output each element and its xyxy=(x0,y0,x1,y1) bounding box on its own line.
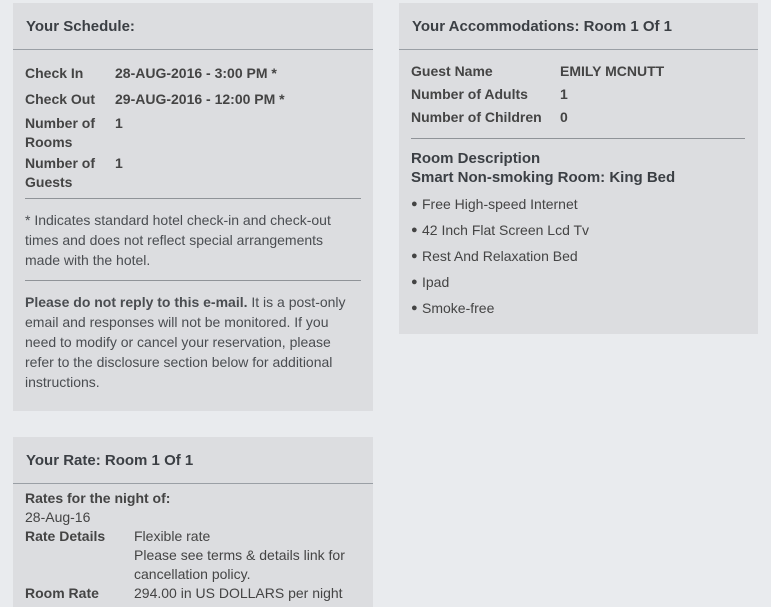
adults-value: 1 xyxy=(560,86,568,102)
children-value: 0 xyxy=(560,109,568,125)
room-rate-value: 294.00 in US DOLLARS per night xyxy=(134,585,343,601)
reply-notice-text: It is a post-only email and responses will not be monitored. If you need to modify or cancel your reservation, please refer to the disclosure section below for additional instructions. xyxy=(25,294,346,390)
children-row xyxy=(411,109,664,132)
adults-row xyxy=(411,86,664,109)
check-out-row xyxy=(25,90,285,114)
list-item: ● Ipad xyxy=(411,274,450,290)
schedule-title: Your Schedule: xyxy=(13,3,373,50)
accommodations-table xyxy=(411,63,664,132)
rate-details-row xyxy=(25,527,361,584)
rate-details-label: Rate Details xyxy=(25,528,106,544)
room-type: Smart Non-smoking Room: King Bed xyxy=(411,169,676,186)
bullet-icon: ● xyxy=(411,302,418,314)
checkin-note: * Indicates standard hotel check-in and check-out times and does not reflect special arrangements made with the hotel. xyxy=(25,212,331,268)
list-item: ● Rest And Relaxation Bed xyxy=(411,248,578,264)
accommodations-title: Your Accommodations: Room 1 Of 1 xyxy=(399,3,758,50)
rates-for-night-label: Rates for the night of: xyxy=(25,490,171,506)
room-description xyxy=(399,139,758,187)
children-label: Number of Children xyxy=(411,109,542,125)
check-out-value: 29-AUG-2016 - 12:00 PM * xyxy=(115,91,285,107)
room-rate-label: Room Rate xyxy=(25,585,99,601)
guest-name-value: EMILY MCNUTT xyxy=(560,63,665,79)
guest-name-row xyxy=(411,63,664,86)
room-rate-row xyxy=(25,584,361,603)
check-in-value: 28-AUG-2016 - 3:00 PM * xyxy=(115,65,277,81)
rate-title: Your Rate: Room 1 Of 1 xyxy=(13,437,373,484)
rooms-label: Number of Rooms xyxy=(25,115,95,150)
rate-panel xyxy=(13,437,373,607)
check-in-row xyxy=(25,64,285,90)
check-in-label: Check In xyxy=(25,65,84,81)
list-item: ● Smoke-free xyxy=(411,300,495,316)
rooms-value: 1 xyxy=(115,115,123,131)
room-description-label: Room Description xyxy=(411,150,541,167)
adults-label: Number of Adults xyxy=(411,86,528,102)
bullet-icon: ● xyxy=(411,250,418,262)
reply-notice xyxy=(13,281,373,402)
guests-label: Number of Guests xyxy=(25,155,95,190)
bullet-icon: ● xyxy=(411,276,418,288)
guests-value: 1 xyxy=(115,155,123,171)
accommodations-panel xyxy=(399,3,758,334)
guests-row xyxy=(25,154,285,194)
bullet-icon: ● xyxy=(411,224,418,236)
rooms-row xyxy=(25,114,285,154)
list-item: ● 42 Inch Flat Screen Lcd Tv xyxy=(411,222,590,238)
guest-name-label: Guest Name xyxy=(411,63,493,79)
rate-details-value: Flexible rate Please see terms & details link for cancellation policy. xyxy=(134,528,345,582)
bullet-icon: ● xyxy=(411,198,418,210)
reply-notice-bold: Please do not reply to this e-mail. xyxy=(25,294,248,310)
night-date: 28-Aug-16 xyxy=(25,509,91,525)
schedule-panel xyxy=(13,3,373,411)
schedule-table xyxy=(25,64,285,194)
rate-body xyxy=(13,484,373,603)
amenities-list xyxy=(411,196,758,326)
check-out-label: Check Out xyxy=(25,91,96,107)
list-item: ● Free High-speed Internet xyxy=(411,196,578,212)
